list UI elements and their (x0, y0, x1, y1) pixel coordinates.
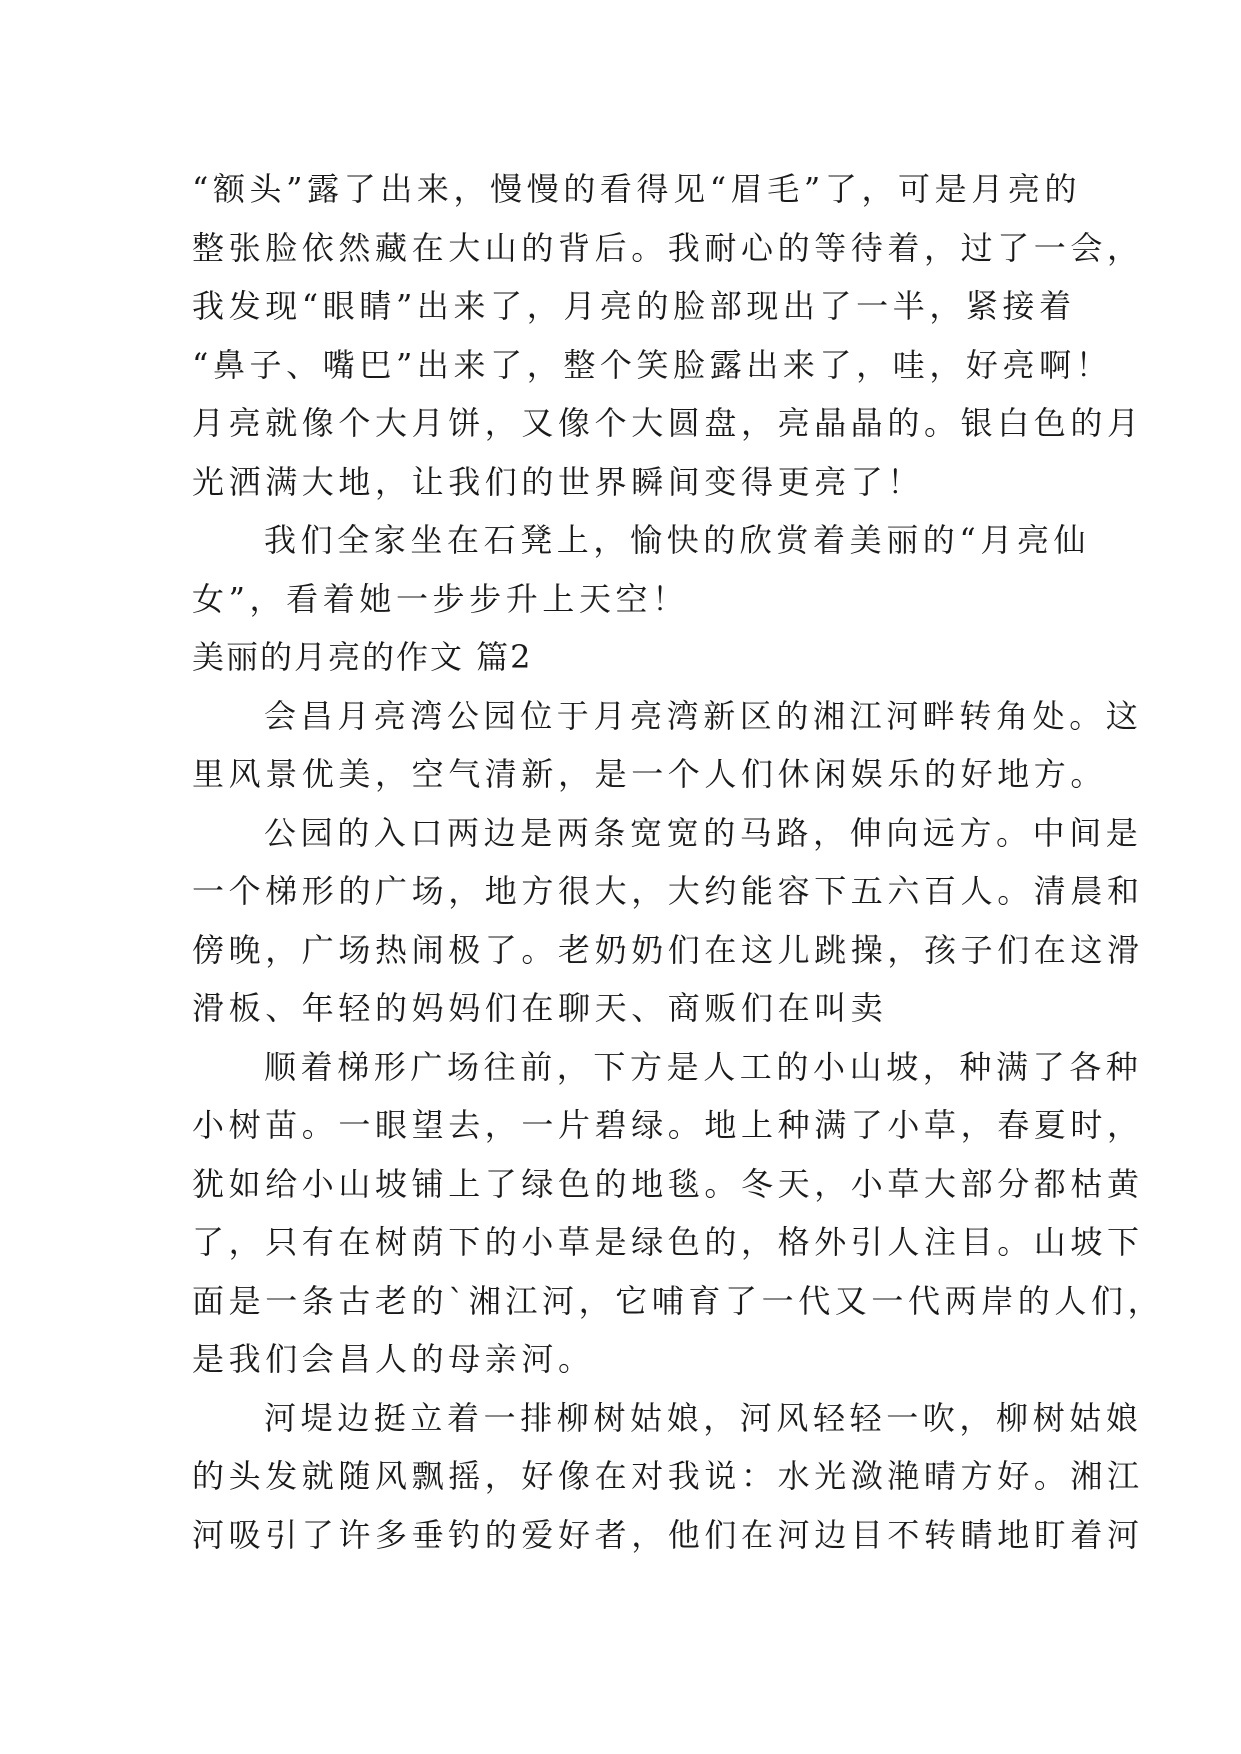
paragraph-first-line: 我们全家坐在石凳上，愉快的欣赏着美丽的“月亮仙 (264, 521, 1091, 559)
text-line: 女”，看着她一步步升上天空！ (192, 579, 689, 618)
text-line: 我发现“眼睛”出来了，月亮的脸部现出了一半，紧接着 (192, 287, 1076, 325)
paragraph-first-line: 河堤边挺立着一排柳树姑娘，河风轻轻一吹，柳树姑娘 (264, 1398, 1143, 1437)
text-line: 河吸引了许多垂钓的爱好者，他们在河边目不转睛地盯着河 (192, 1515, 1144, 1554)
paragraph-first-line: 顺着梯形广场往前，下方是人工的小山坡，种满了各种 (264, 1047, 1143, 1086)
text-line: 犹如给小山坡铺上了绿色的地毯。冬天，小草大部分都枯黄 (192, 1164, 1144, 1203)
text-line: 滑板、年轻的妈妈们在聊天、商贩们在叫卖 (192, 989, 888, 1027)
text-line: 面是一条古老的`湘江河，它哺育了一代又一代两岸的人们， (192, 1281, 1165, 1320)
text-line: 一个梯形的广场，地方很大，大约能容下五六百人。清晨和 (192, 872, 1144, 910)
text-line: 傍晚，广场热闹极了。老奶奶们在这儿跳操，孩子们在这滑 (192, 930, 1144, 969)
text-line: “鼻子、嘴巴”出来了，整个笑脸露出来了，哇，好亮啊！ (192, 345, 1113, 384)
section-heading: 美丽的月亮的作文 篇2 (192, 638, 533, 676)
paragraph-first-line: 会昌月亮湾公园位于月亮湾新区的湘江河畔转角处。这 (264, 696, 1143, 735)
text-line: 小树苗。一眼望去，一片碧绿。地上种满了小草，春夏时， (192, 1106, 1144, 1144)
text-line: “额头”露了出来，慢慢的看得见“眉毛”了，可是月亮的 (192, 170, 1082, 208)
text-line: 月亮就像个大月饼，又像个大圆盘，亮晶晶的。银白色的月 (192, 404, 1144, 442)
text-line: 里风景优美，空气清新，是一个人们休闲娱乐的好地方。 (192, 755, 1108, 793)
text-line: 光洒满大地，让我们的世界瞬间变得更亮了！ (192, 462, 925, 501)
article-body (192, 160, 1165, 1564)
text-line: 了，只有在树荫下的小草是绿色的，格外引人注目。山坡下 (192, 1223, 1144, 1261)
text-line: 整张脸依然藏在大山的背后。我耐心的等待着，过了一会， (192, 228, 1144, 267)
text-line: 的头发就随风飘摇，好像在对我说：水光潋滟晴方好。湘江 (192, 1457, 1144, 1495)
paragraph-first-line: 公园的入口两边是两条宽宽的马路，伸向远方。中间是 (264, 813, 1143, 852)
text-line: 是我们会昌人的母亲河。 (192, 1340, 595, 1378)
